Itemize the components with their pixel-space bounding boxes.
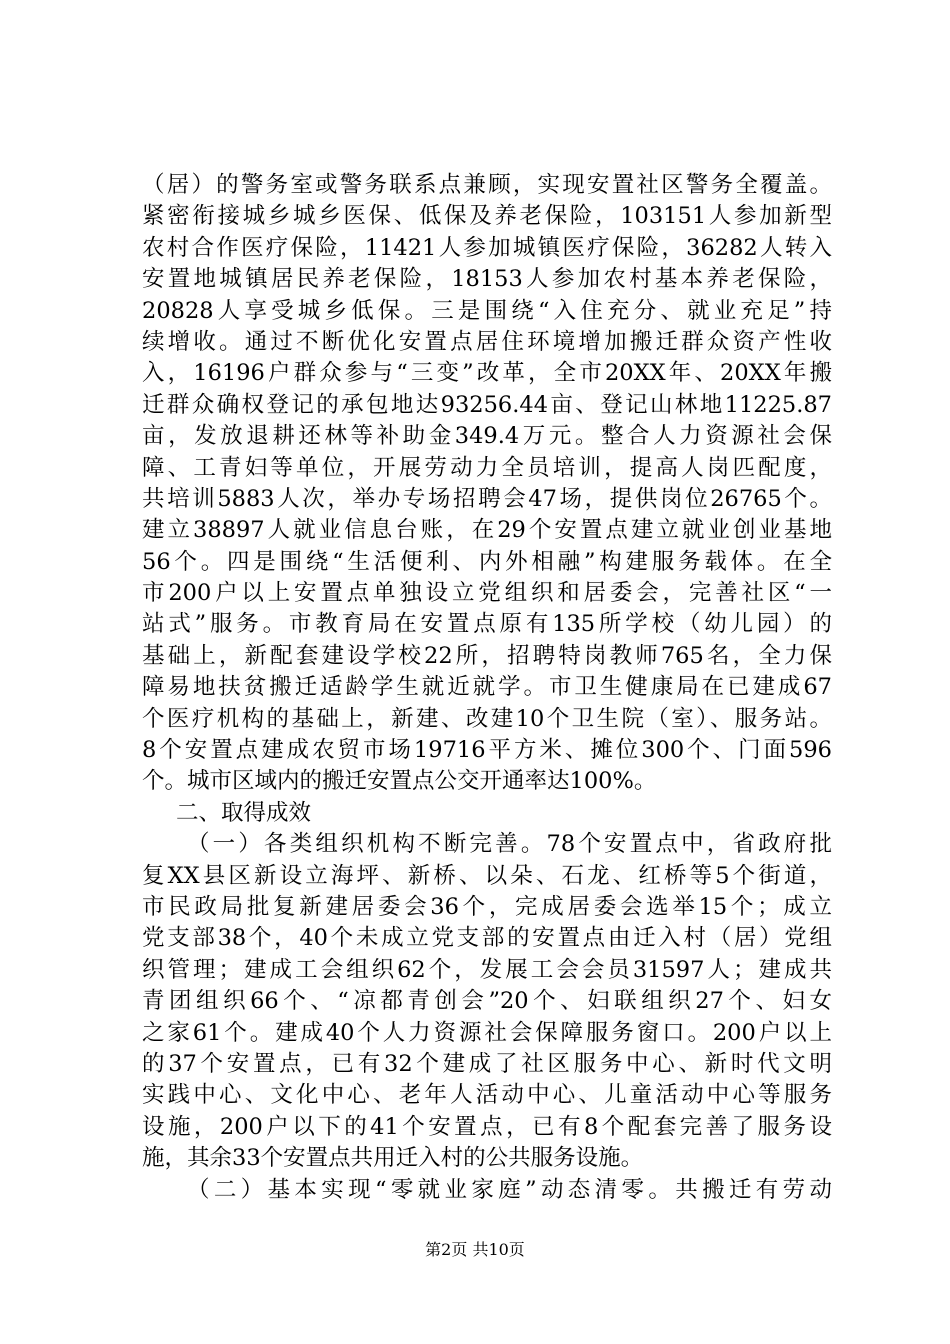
paragraph-line: 市民政局批复新建居委会36个，完成居委会选举15个；成立 bbox=[142, 893, 832, 920]
paragraph-line: 施，其余33个安置点共用迁入村的公共服务设施。 bbox=[142, 1145, 644, 1172]
paragraph-line: 青团组织66个、“凉都青创会”20个、妇联组织27个、妇女 bbox=[142, 988, 832, 1015]
page-footer: 第2页 共10页 bbox=[425, 1240, 525, 1259]
text-line: 20828人享受城乡低保。三是围绕“入住充分、就业充足”持 bbox=[142, 297, 832, 324]
paragraph-line: 复XX县区新设立海坪、新桥、以朵、石龙、红桥等5个街道， bbox=[142, 862, 832, 889]
text-line: 迁群众确权登记的承包地达93256.44亩、登记山林地11225.87 bbox=[142, 391, 832, 418]
text-line: 基础上，新配套建设学校22所，招聘特岗教师765名，全力保 bbox=[142, 642, 832, 669]
paragraph-line: 党支部38个，40个未成立党支部的安置点由迁入村（居）党组 bbox=[142, 925, 832, 952]
text-line: 个。城市区域内的搬迁安置点公交开通率达100%。 bbox=[142, 768, 657, 795]
text-line: 56个。四是围绕“生活便利、内外相融”构建服务载体。在全 bbox=[142, 548, 832, 575]
text-line: （居）的警务室或警务联系点兼顾，实现安置社区警务全覆盖。 bbox=[142, 172, 832, 198]
text-line: 农村合作医疗保险，11421人参加城镇医疗保险，36282人转入 bbox=[142, 234, 832, 261]
text-line: 安置地城镇居民养老保险，18153人参加农村基本养老保险， bbox=[142, 266, 832, 293]
section-heading: 二、取得成效 bbox=[176, 799, 312, 826]
paragraph-line: （一）各类组织机构不断完善。78个安置点中，省政府批 bbox=[187, 831, 832, 858]
text-line: 站式”服务。市教育局在安置点原有135所学校（幼儿园）的 bbox=[142, 611, 832, 638]
paragraph-line: 设施，200户以下的41个安置点，已有8个配套完善了服务设 bbox=[142, 1113, 832, 1140]
paragraph-line: 实践中心、文化中心、老年人活动中心、儿童活动中心等服务 bbox=[142, 1082, 832, 1109]
text-line: 亩，发放退耕还林等补助金349.4万元。整合人力资源社会保 bbox=[142, 423, 832, 450]
text-line: 续增收。通过不断优化安置点居住环境增加搬迁群众资产性收 bbox=[142, 328, 832, 355]
text-line: 共培训5883人次，举办专场招聘会47场，提供岗位26765个。 bbox=[142, 485, 832, 512]
text-line: 个医疗机构的基础上，新建、改建10个卫生院（室）、服务站。 bbox=[142, 705, 832, 732]
text-line: 入，16196户群众参与“三变”改革，全市20XX年、20XX年搬 bbox=[142, 360, 832, 387]
text-line: 市200户以上安置点单独设立党组织和居委会，完善社区“一 bbox=[142, 580, 832, 607]
text-line: 障易地扶贫搬迁适龄学生就近就学。市卫生健康局在已建成67 bbox=[142, 674, 832, 701]
paragraph-line: （二）基本实现“零就业家庭”动态清零。共搬迁有劳动 bbox=[187, 1176, 832, 1203]
paragraph-line: 织管理；建成工会组织62个，发展工会会员31597人；建成共 bbox=[142, 956, 832, 983]
paragraph-line: 的37个安置点，已有32个建成了社区服务中心、新时代文明 bbox=[142, 1050, 832, 1077]
text-line: 障、工青妇等单位，开展劳动力全员培训，提高人岗匹配度， bbox=[142, 454, 832, 481]
document-body bbox=[142, 170, 832, 1206]
text-line: 8个安置点建成农贸市场19716平方米、摊位300个、门面596 bbox=[142, 737, 832, 764]
paragraph-line: 之家61个。建成40个人力资源社会保障服务窗口。200户以上 bbox=[142, 1019, 832, 1046]
text-line: 建立38897人就业信息台账，在29个安置点建立就业创业基地 bbox=[142, 517, 832, 544]
text-line: 紧密衔接城乡城乡医保、低保及养老保险，103151人参加新型 bbox=[142, 203, 832, 230]
